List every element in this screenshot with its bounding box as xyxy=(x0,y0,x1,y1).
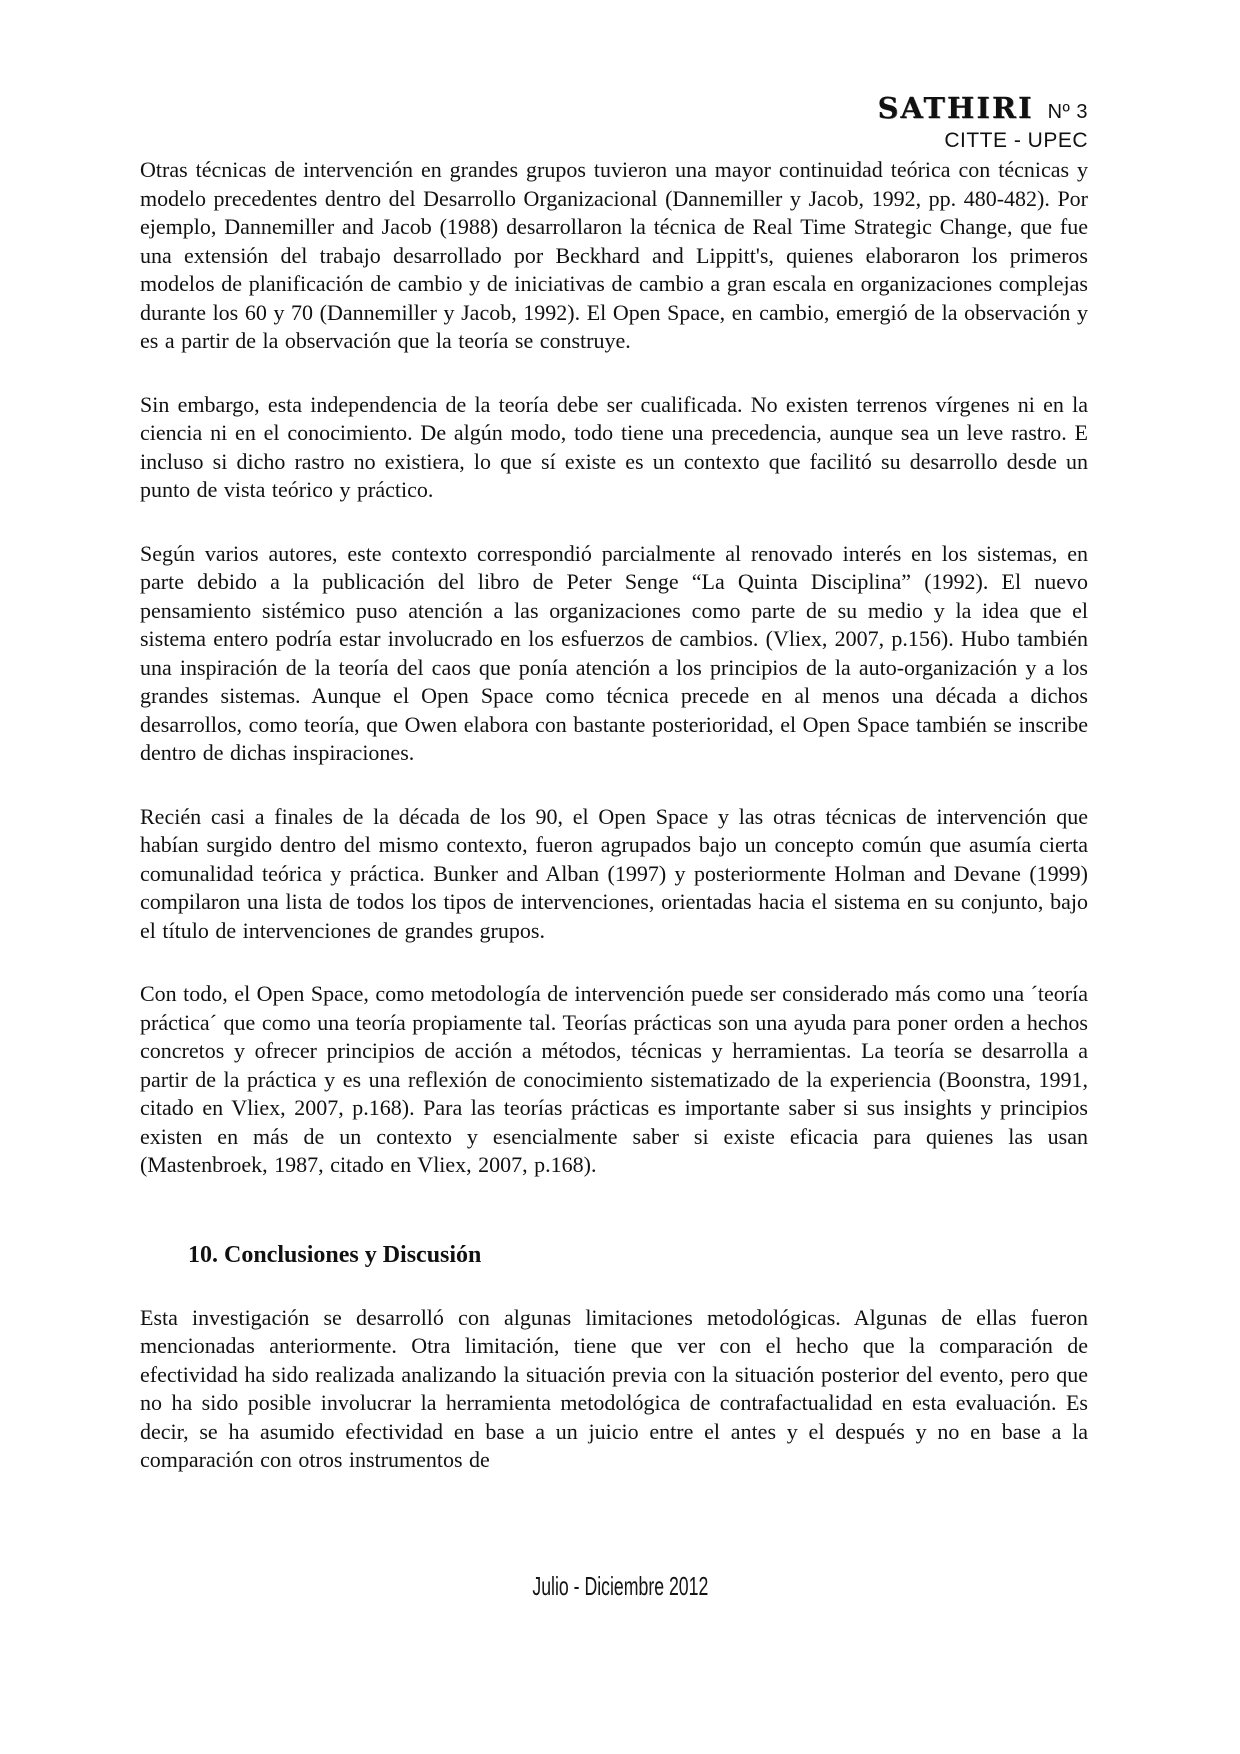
paragraph-3: Según varios autores, este contexto correspondió parcialmente al renovado interés en los sistemas, en parte debido a la publicación del libro de Peter Senge “La Quinta Disciplina” (1992). El nuevo pensamiento sistémico puso atención a las organizaciones como parte de su medio y la idea que el sistema entero podría estar involucrado en los esfuerzos de cambios. (Vliex, 2007, p.156). Hubo también una inspiración de la teoría del caos que ponía atención a los principios de la auto-organización y a los grandes sistemas. Aunque el Open Space como técnica precede en al menos una década a dichos desarrollos, como teoría, que Owen elabora con bastante posterioridad, el Open Space también se inscribe dentro de dichas inspiraciones. xyxy=(140,540,1088,765)
text-column xyxy=(140,92,1088,1510)
journal-organization: CITTE - UPEC xyxy=(944,129,1088,152)
article-body xyxy=(140,156,1088,1475)
paragraph-4: Recién casi a finales de la década de los 90, el Open Space y las otras técnicas de intervención que habían surgido dentro del mismo contexto, fueron agrupados bajo un concepto común que asumía cierta comunalidad teórica y práctica. Bunker and Alban (1997) y posteriormente Holman and Devane (1999) compilaron una lista de todos los tipos de intervenciones, orientadas hacia el sistema en su conjunto, bajo el título de intervenciones de grandes grupos. xyxy=(140,803,1088,943)
journal-title-line xyxy=(140,92,1088,130)
page-header xyxy=(140,92,1088,152)
paragraph-2: Sin embargo, esta independencia de la teoría debe ser cualificada. No existen terrenos vírgenes ni en la ciencia ni en el conocimiento. De algún modo, todo tiene una precedencia, aunque sea un leve rastro. E incluso si dicho rastro no existiera, lo que sí existe es un contexto que facilitó su desarrollo desde un punto de vista teórico y práctico. xyxy=(140,391,1088,502)
section-heading-conclusiones: 10. Conclusiones y Discusión xyxy=(188,1241,482,1268)
page-footer xyxy=(0,1572,1240,1600)
paragraph-1: Otras técnicas de intervención en grandes grupos tuvieron una mayor continuidad teórica con técnicas y modelo precedentes dentro del Desarrollo Organizacional (Dannemiller y Jacob, 1992, pp. 480-482). Por ejemplo, Dannemiller and Jacob (1988) desarrollaron la técnica de Real Time Strategic Change, que fue una extensión del trabajo desarrollado por Beckhard and Lippitt's, quienes elaboraron los primeros modelos de planificación de cambio y de iniciativas de cambio a gran escala en organizaciones complejas durante los 60 y 70 (Dannemiller y Jacob, 1992). El Open Space, en cambio, emergió de la observación y es a partir de la observación que la teoría se construye. xyxy=(140,157,1088,353)
paragraph-5: Con todo, el Open Space, como metodología de intervención puede ser considerado más como una ´teoría práctica´ que como una teoría propiamente tal. Teorías prácticas son una ayuda para poner orden a hechos concretos y ofrecer principios de acción a métodos, técnicas y herramientas. La teoría se desarrolla a partir de la práctica y es una reflexión de conocimiento sistematizado de la experiencia (Boonstra, 1991, citado en Vliex, 2007, p.168). Para las teorías prácticas es importante saber si sus insights y principios existen en más de un contexto y esencialmente saber si existe eficacia para quienes las usan (Mastenbroek, 1987, citado en Vliex, 2007, p.168). xyxy=(140,981,1088,1177)
journal-issue-number: Nº 3 xyxy=(1047,101,1088,123)
paragraph-6: Esta investigación se desarrolló con algunas limitaciones metodológicas. Algunas de ellas fueron mencionadas anteriormente. Otra limitación, tiene que ver con el hecho que la comparación de efectividad ha sido realizada analizando la situación previa con la situación posterior del evento, pero que no ha sido posible involucrar la herramienta metodológica de contrafactualidad en esta evaluación. Es decir, se ha asumido efectividad en base a un juicio entre el antes y el después y no en base a la comparación con otros instrumentos de xyxy=(140,1304,1088,1472)
footer-issue-period: Julio - Diciembre 2012 xyxy=(532,1571,708,1601)
journal-name: SATHIRI xyxy=(877,91,1034,125)
